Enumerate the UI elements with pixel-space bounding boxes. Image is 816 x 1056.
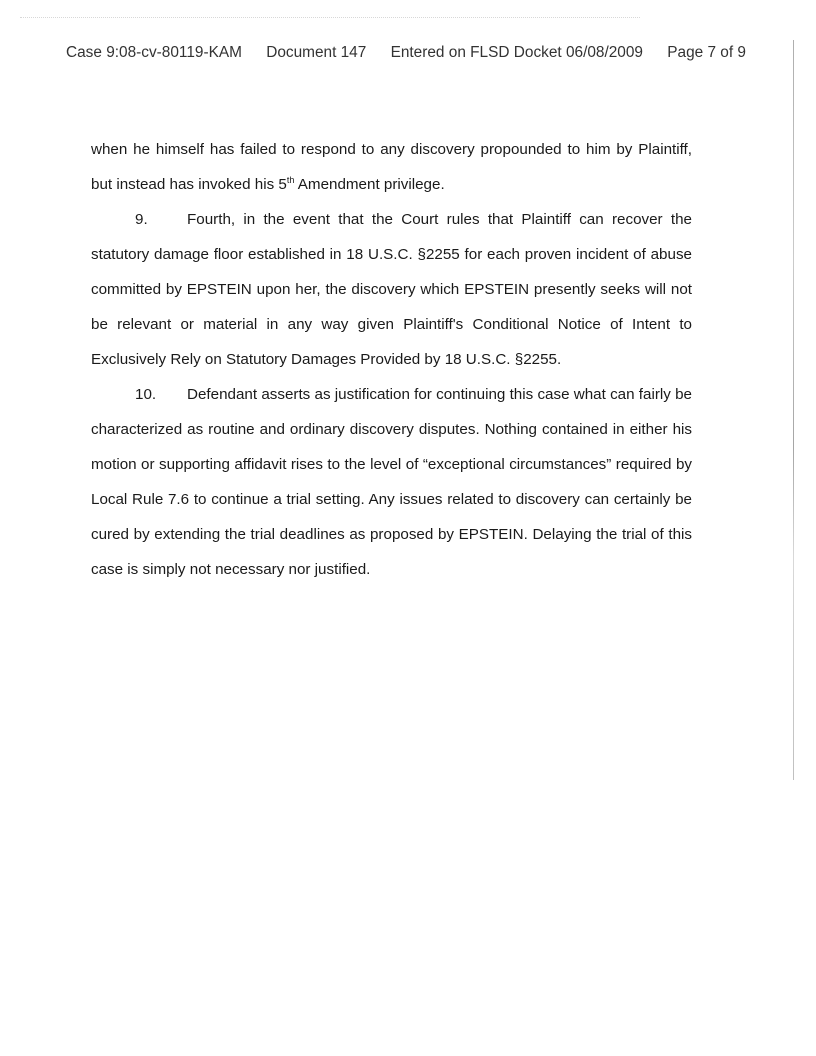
page-indicator: Page 7 of 9	[667, 44, 746, 61]
scan-edge-streak	[793, 40, 794, 780]
superscript: th	[286, 175, 295, 185]
paragraph-number: 9.	[135, 211, 148, 228]
paragraph-10	[91, 377, 692, 587]
paragraph-number: 10.	[135, 386, 157, 403]
paragraph-text: Fourth, in the event that the Court rules that Plaintiff can recover the statutory damage floor established in 18 U.S.C. §2255 for each proven incident of abuse committed by EPSTEIN upon her, the discovery which EPSTEIN presently seeks will not be relevant or material in any way given Plaintiff's Conditional Notice of Intent to Exclusively Rely on Statutory Damages Provided by 18 U.S.C. §2255.	[91, 211, 692, 368]
continued-paragraph	[91, 132, 692, 202]
docket-entry-date: Entered on FLSD Docket 06/08/2009	[390, 44, 643, 61]
paragraph-9	[91, 202, 692, 377]
document-number: Document 147	[266, 44, 367, 61]
docket-header	[66, 44, 746, 62]
scan-artifact-line	[20, 17, 640, 18]
document-body	[91, 132, 692, 587]
paragraph-text: Defendant asserts as justification for continuing this case what can fairly be characterized as routine and ordinary discovery disputes. Nothing contained in either his motion or supporting affidavit rises to the level of “exceptional circumstances” required by Local Rule 7.6 to continue a trial setting. Any issues related to discovery can certainly be cured by extending the trial deadlines as proposed by EPSTEIN. Delaying the trial of this case is simply not necessary nor justified.	[91, 386, 692, 578]
paragraph-text: Amendment privilege.	[294, 176, 445, 193]
case-number: Case 9:08-cv-80119-KAM	[66, 44, 242, 61]
paragraph-text: when he himself has failed to respond to any discovery propounded to him by Plaintiff, but instead has invoked his 5	[91, 141, 692, 193]
